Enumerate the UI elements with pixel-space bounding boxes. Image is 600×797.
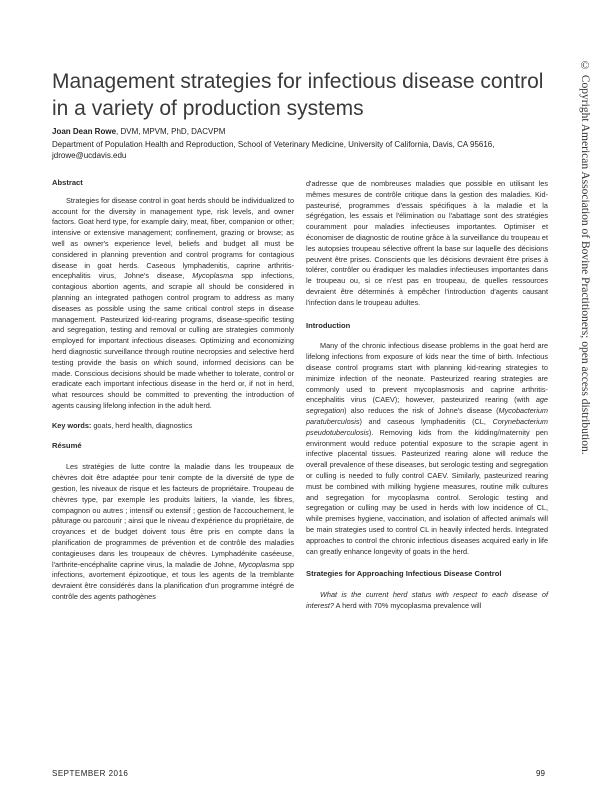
abstract-text bbox=[52, 196, 294, 412]
footer-date: SEPTEMBER 2016 bbox=[52, 769, 129, 778]
copyright-notice: © Copyright American Association of Bovine Practitioners; open access distribution. bbox=[579, 60, 591, 455]
article-title: Management strategies for infectious disease control in a variety of production systems bbox=[52, 70, 544, 120]
abstract-text-part: spp infections, contagious abortion agents, and scrapie all should be considered in planning an integrated pathogen control program to address as many diseases as possible using the same critical control steps in disease management. Pasteurized kid-rearing programs, disease-specific testing and segregation, testing and removal or culling are strategies commonly employed for important infectious diseases. Optimizing and economizing herd diagnostic surveillance through routine necropsies and selective herd testing provide the basis on which sound, informed decisions can be made. Conscious decisions should be made whether to tolerate, control or eradicate each important infectious disease in the herd or, if not in herd, what resources should be committed to preventing the introduction of agents causing lifelong infection in the adult herd. bbox=[52, 271, 294, 410]
author-line bbox=[52, 127, 225, 137]
introduction-text bbox=[306, 341, 548, 557]
strategies-question: What is the current herd status with respect to each disease of interest? bbox=[306, 590, 548, 610]
resume-text-right: d'adresse que de nombreuses maladies que possible en utilisant les mêmes mesures de contrôle critique dans la gestion des maladies. Kid-pasteurisé, programmes d'essais spécifiques à la maladie et la ségrégation, les essais et l'élimination ou l'abattage sont des stratégies couramment pour maladies infectieuses importantes. Optimiser et économiser de diagnostic de routine grâce à la surveillance du troupeau et les autopsies troupeau sélective offrent la base sur laquelle des décisions peuvent être prises. Conscients que les décisions devraient être prises à tolérer, contrôler ou éradiquer les maladies infectieuses importantes dans le troupeau ou, si ce n'est pas en troupeau, de quelles ressources devraient être déterminés à empêcher l'introduction d'agents causant l'infection dans le troupeau adultes. bbox=[306, 179, 548, 307]
abstract-text-part: Strategies for disease control in goat herds should be individualized to account for the diversity in management type, risk levels, and owner factors. Goat herd type, for example dairy, meat, fiber, companion or other; intensive or extensive management; confinement, grazing or browse; as well as owner's experience level, beliefs and budget all must be considered in planning prevention and control programs for contagious disease in goat herds. Caseous lymphadenitis, caprine arthritis-encephalitis virus, Johne's disease, bbox=[52, 195, 294, 281]
keywords-value: goats, herd health, diagnostics bbox=[91, 420, 193, 430]
intro-italic-term: Corynebacterium pseudotuberculosis bbox=[306, 416, 548, 437]
introduction-heading: Introduction bbox=[306, 320, 351, 330]
intro-text-part: Many of the chronic infectious disease problems in the goat herd are lifelong infections from exposure of kids near the time of birth. Infectious disease control programs start with planning kid-rearing strategies to minimize infection of the neonate. Pasteurized rearing strategies are commonly used to prevent mycoplasmosis and caprine arthritis-encephalitis virus (CAEV); however, pasteurized rearing (with bbox=[306, 341, 548, 405]
left-column bbox=[52, 178, 294, 603]
intro-text-part: ) also reduces the risk of Johne's disease ( bbox=[344, 406, 499, 416]
resume-text-part: spp infections, avortement épizootique, et tous les agents de la tremblante devraient être considérés dans la planification d'un programme intégré de contrôle des agents pathogènes bbox=[52, 559, 295, 601]
strategies-heading: Strategies for Approaching Infectious Disease Control bbox=[306, 569, 502, 579]
intro-italic-term: age segregation bbox=[306, 395, 548, 416]
resume-heading: Résumé bbox=[52, 440, 82, 450]
abstract-heading: Abstract bbox=[52, 178, 83, 187]
keywords-label: Key words: bbox=[52, 420, 92, 430]
author-affiliation: Department of Population Health and Reproduction, School of Veterinary Medicine, University of California, Davis, CA 95616, jdrowe@ucdavis.edu bbox=[52, 140, 495, 160]
resume-italic-term: Mycoplasma bbox=[238, 559, 280, 569]
strategies-text bbox=[306, 590, 548, 612]
resume-text-part: Les stratégies de lutte contre la maladie dans les troupeaux de chèvres doit être adaptée pour tenir compte de la diversité de type de gestion, les niveaux de risque et les facteurs de propriétaire. Troupeau de chèvres type, par exemple les produits laitiers, la viande, les fibres, compagnon ou autres ; intensif ou extensif ; gestion de l'accouchement, le pâturage ou parcourir ; ainsi que le niveau d'expérience du propriétaire, de croyances et de budget doivent tous être pris en compte dans la planification de programmes de prévention et de contrôle des maladies contagieuses dans les troupeaux de chèvres. Lymphadénite caséeuse, l'arthrite-encéphalite caprine virus, la maladie de Johne, bbox=[52, 462, 294, 569]
strategies-text-part: A herd with 70% mycoplasma prevalence will bbox=[334, 600, 482, 610]
author-name: Joan Dean Rowe bbox=[52, 127, 117, 136]
resume-text-left bbox=[52, 462, 294, 602]
intro-italic-term: Mycobacterium paratuberculosis bbox=[306, 406, 548, 426]
right-column bbox=[306, 179, 548, 612]
keywords-line bbox=[52, 421, 294, 432]
abstract-italic-term: Mycoplasma bbox=[192, 271, 234, 281]
intro-text-part: ). Removing kids from the kidding/maternity pen environment would reduce potential exposure to the scrapie agent in infective placental tissues. Pasteurized rearing alone will reduce the overall prevalence of these diseases, but serologic testing and segregation or culling is needed to fully control CAEV. Similarly, pasteurized rearing must be combined with milking hygiene measures, routine milk cultures and segregation for mycoplasma control. Serologic testing and segregation or culling may be used in herds with low incidence of CL, while premises hygiene, vaccination, and isolation of affected animals will be main strategies used to control CL in heavily infected herds. Integrated approaches to control the chronic infectious diseases acquired early in life can greatly enhance longevity of goats in the herd. bbox=[306, 427, 548, 556]
author-degrees: , DVM, MPVM, PhD, DACVPM bbox=[116, 127, 226, 136]
intro-text-part: ) and caseous lymphadenitis (CL, bbox=[359, 416, 493, 426]
page-number: 99 bbox=[536, 769, 545, 778]
